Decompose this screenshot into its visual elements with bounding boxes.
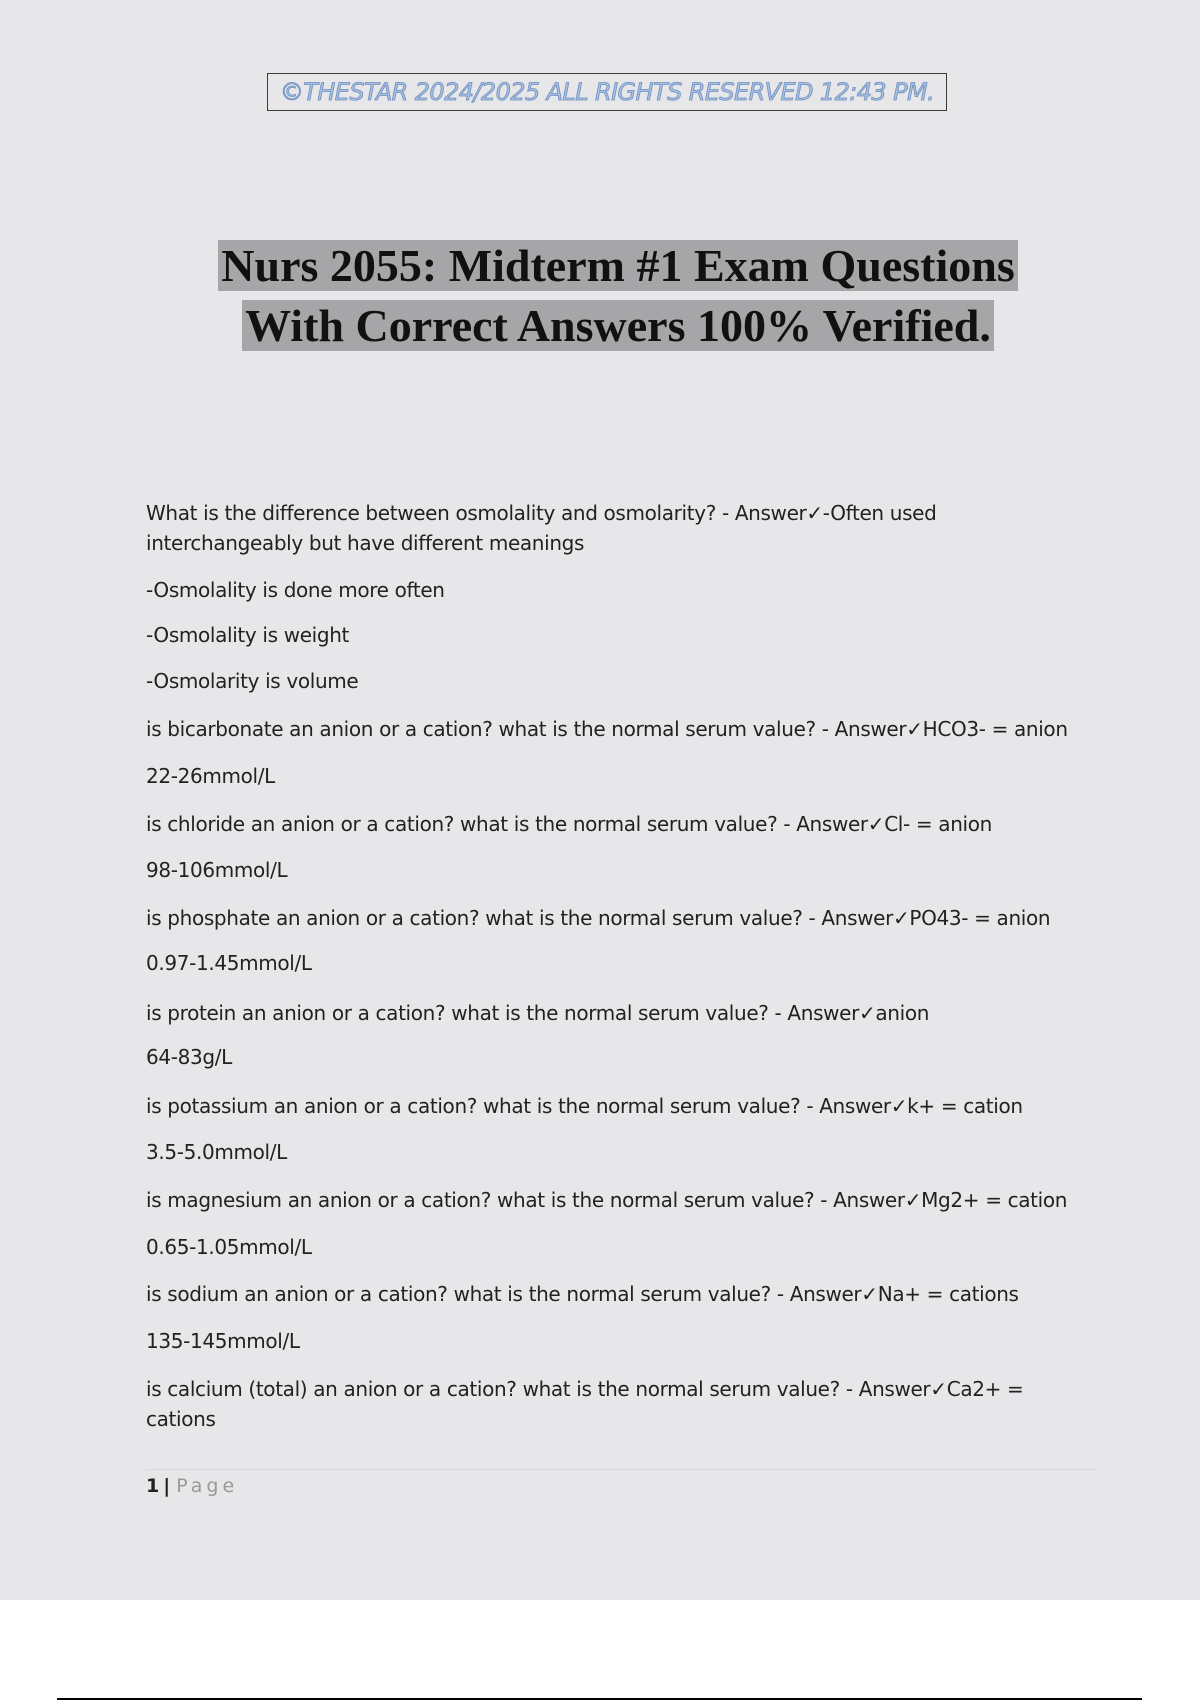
copyright-text: ©THESTAR 2024/2025 ALL RIGHTS RESERVED 12:43 PM. [279,78,935,106]
title-line-1: Nurs 2055: Midterm #1 Exam Questions [218,240,1017,291]
qa-paragraph: is calcium (total) an anion or a cation? what is the normal serum value? - Answer✓Ca2+ = cations [146,1377,1024,1431]
qa-paragraph: is protein an anion or a cation? what is the normal serum value? - Answer✓anion [146,1001,930,1025]
page-number: 1 [146,1475,160,1497]
qa-paragraph: is magnesium an anion or a cation? what is the normal serum value? - Answer✓Mg2+ = cation [146,1188,1068,1212]
document-title [0,236,1200,356]
page-footer [146,1474,238,1498]
qa-paragraph: What is the difference between osmolality and osmolarity? - Answer✓-Often used interchangeably but have different meanings [146,501,937,555]
qa-paragraph: 98-106mmol/L [146,858,288,882]
qa-paragraph: 3.5-5.0mmol/L [146,1140,287,1164]
qa-paragraph: 0.97-1.45mmol/L [146,951,312,975]
page-separator: | [163,1475,171,1497]
page-label: Page [176,1475,239,1497]
qa-paragraph: -Osmolarity is volume [146,669,359,693]
qa-paragraph: is chloride an anion or a cation? what is the normal serum value? - Answer✓Cl- = anion [146,812,992,836]
qa-paragraph: 64-83g/L [146,1045,232,1069]
qa-paragraph: 0.65-1.05mmol/L [146,1235,312,1259]
copyright-banner [267,73,947,111]
title-line-2: With Correct Answers 100% Verified. [242,300,994,351]
qa-paragraph: is potassium an anion or a cation? what is the normal serum value? - Answer✓k+ = cation [146,1094,1023,1118]
qa-paragraph: -Osmolality is done more often [146,578,445,602]
qa-paragraph: is phosphate an anion or a cation? what is the normal serum value? - Answer✓PO43- = anion [146,906,1051,930]
qa-paragraph: -Osmolality is weight [146,623,350,647]
qa-paragraph: 135-145mmol/L [146,1329,300,1353]
qa-paragraph: is sodium an anion or a cation? what is the normal serum value? - Answer✓Na+ = cations [146,1282,1019,1306]
qa-paragraph: 22-26mmol/L [146,764,275,788]
qa-paragraph: is bicarbonate an anion or a cation? what is the normal serum value? - Answer✓HCO3- = anion [146,717,1068,741]
footer-divider [146,1469,1096,1470]
